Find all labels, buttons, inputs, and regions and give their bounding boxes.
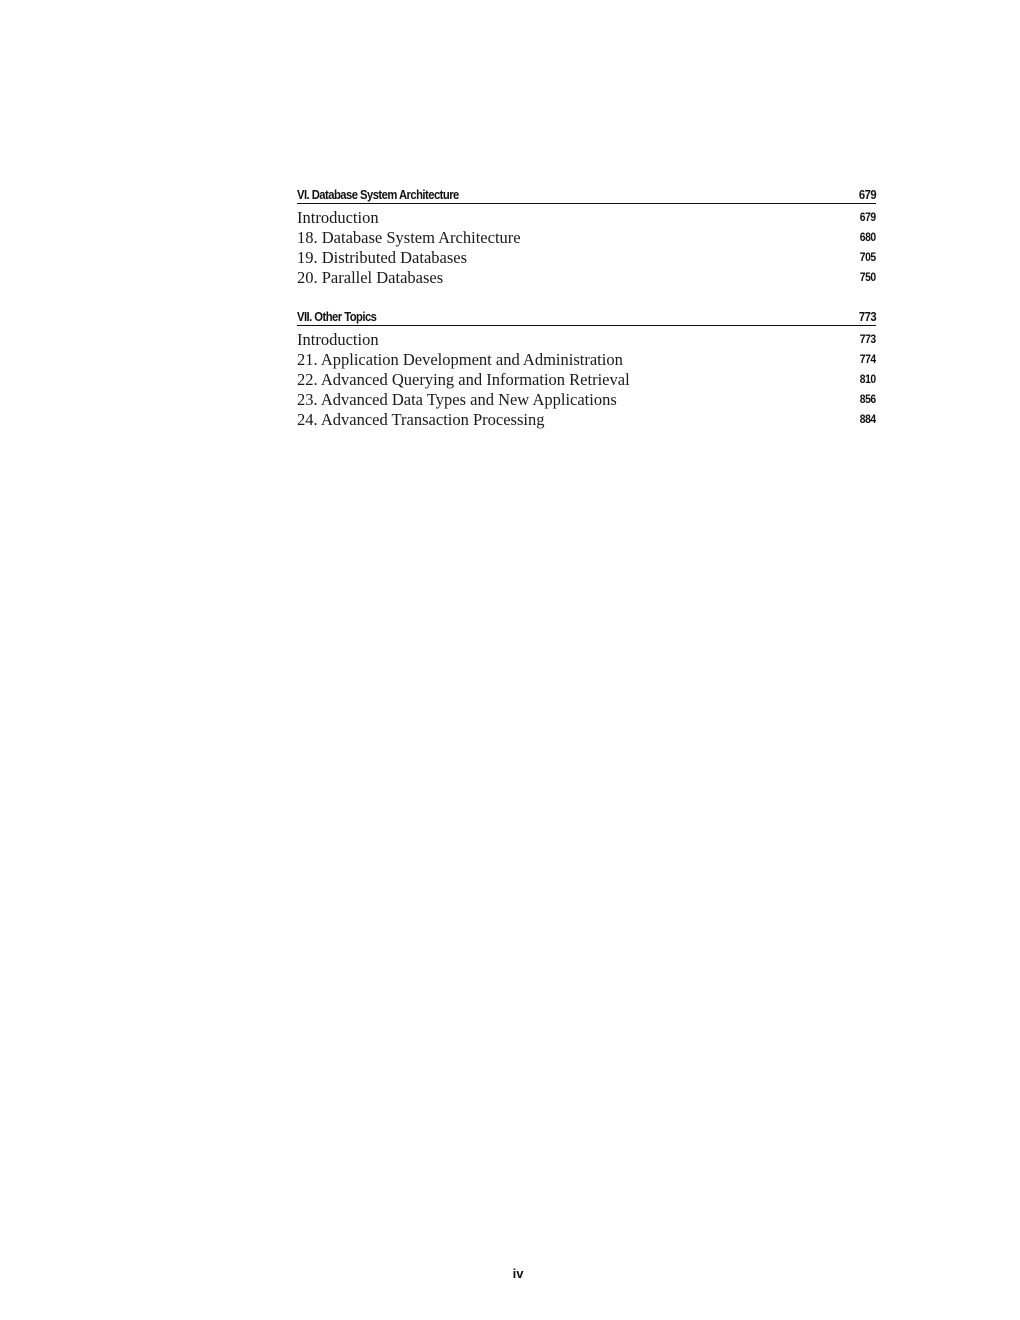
toc-entry — [297, 390, 876, 410]
toc-part-vi — [297, 186, 876, 288]
entry-title: Introduction — [297, 208, 379, 227]
part-header — [297, 308, 876, 326]
toc-entry — [297, 410, 876, 430]
entry-page-number: 884 — [860, 414, 876, 426]
entry-title: 18. Database System Architecture — [297, 228, 521, 247]
entry-page-number: 680 — [860, 232, 876, 244]
part-title: VII. Other Topics — [297, 310, 377, 324]
entry-title: 22. Advanced Querying and Information Retrieval — [297, 370, 630, 389]
entry-page-number: 810 — [860, 374, 876, 386]
toc-part-vii — [297, 308, 876, 430]
toc-entry — [297, 208, 876, 228]
part-page-number: 679 — [858, 188, 876, 202]
part-title: VI. Database System Architecture — [297, 188, 459, 202]
entry-page-number: 773 — [860, 334, 876, 346]
entry-title: Introduction — [297, 330, 379, 349]
entry-title: 24. Advanced Transaction Processing — [297, 410, 545, 429]
entry-page-number: 679 — [860, 212, 876, 224]
toc-entry — [297, 330, 876, 350]
toc-entry — [297, 228, 876, 248]
toc-entry — [297, 248, 876, 268]
part-header — [297, 186, 876, 204]
entry-page-number: 774 — [860, 354, 876, 366]
table-of-contents — [297, 186, 876, 450]
entry-title: 20. Parallel Databases — [297, 268, 444, 287]
toc-entry — [297, 268, 876, 288]
entry-title: 19. Distributed Databases — [297, 248, 468, 267]
page-folio: iv — [512, 1266, 524, 1281]
part-page-number: 773 — [858, 310, 876, 324]
entry-title: 23. Advanced Data Types and New Applications — [297, 390, 617, 409]
toc-entry — [297, 350, 876, 370]
entry-page-number: 856 — [860, 394, 876, 406]
toc-entry — [297, 370, 876, 390]
entry-page-number: 750 — [860, 272, 876, 284]
entry-page-number: 705 — [860, 252, 876, 264]
entry-title: 21. Application Development and Administration — [297, 350, 623, 369]
